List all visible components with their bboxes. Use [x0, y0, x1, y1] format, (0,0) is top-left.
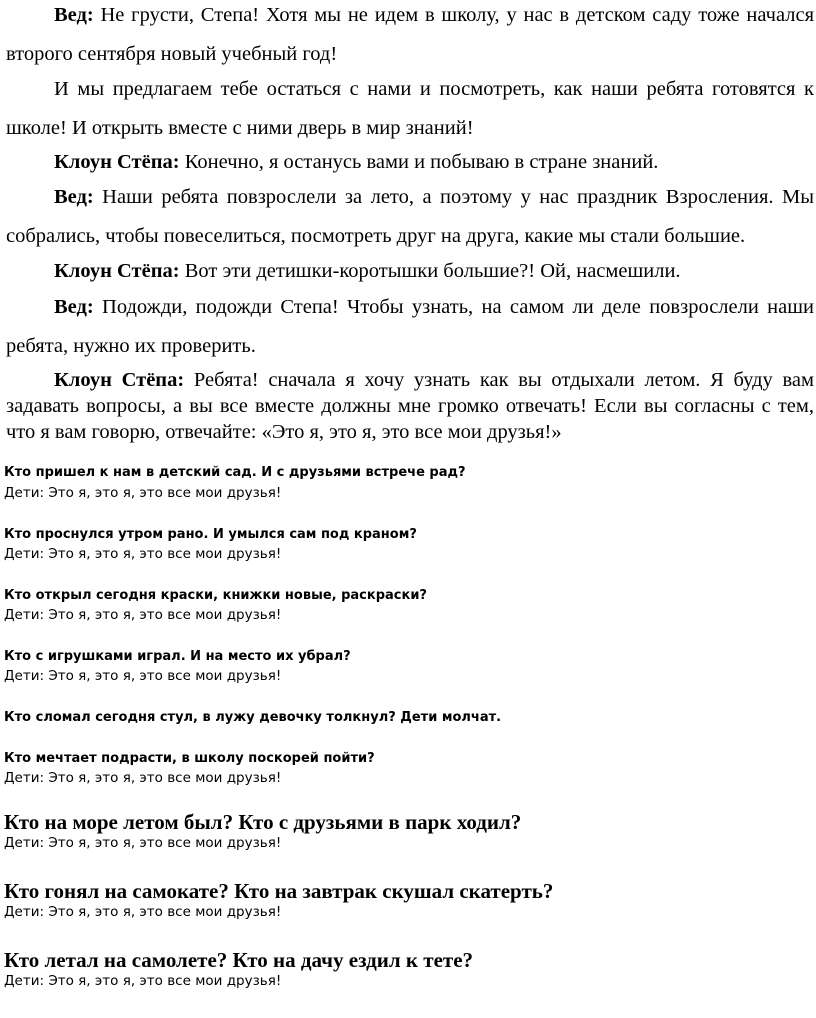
dialogue-text: Ребята! сначала я хочу узнать как вы отдыхали летом. Я буду вам задавать вопросы, а вы все вместе должны мне громко отвечать! Если вы согласны с тем, что я вам говорю, отвечайте: «Это я, это я, это все мои друзья!»	[6, 369, 814, 443]
speaker-label: Клоун Стёпа:	[54, 260, 180, 282]
dialogue-paragraph	[6, 252, 814, 291]
answer-line: Дети: Это я, это я, это все мои друзья!	[4, 770, 282, 786]
answer-line: Дети: Это я, это я, это все мои друзья!	[4, 904, 282, 920]
dialogue-text: Вот эти детишки-коротышки большие?! Ой, насмешили.	[179, 260, 681, 282]
question-line: Кто мечтает подрасти, в школу поскорей пойти?	[4, 751, 375, 766]
question-line: Кто проснулся утром рано. И умылся сам под краном?	[4, 527, 417, 542]
question-line: Кто летал на самолете? Кто на дачу ездил к тете?	[4, 948, 474, 972]
dialogue-paragraph	[6, 178, 814, 256]
speaker-label: Клоун Стёпа:	[54, 151, 180, 173]
dialogue-text: И мы предлагаем тебе остаться с нами и посмотреть, как наши ребята готовятся к школе! И открыть вместе с ними дверь в мир знаний!	[6, 78, 814, 139]
dialogue-paragraph	[6, 0, 814, 74]
question-line: Кто на море летом был? Кто с друзьями в парк ходил?	[4, 810, 522, 834]
speaker-label: Вед:	[54, 186, 94, 208]
dialogue-text: Наши ребята повзрослели за лето, а поэтому у нас праздник Взросления. Мы собрались, чтобы повеселиться, посмотреть друг на друга, какие мы стали большие.	[6, 186, 814, 247]
dialogue-text: Не грусти, Степа! Хотя мы не идем в школу, у нас в детском саду тоже начался второго сентября новый учебный год!	[6, 4, 814, 65]
answer-line: Дети: Это я, это я, это все мои друзья!	[4, 973, 282, 989]
dialogue-text: Конечно, я останусь вами и побываю в стране знаний.	[179, 151, 659, 173]
question-line: Кто с игрушками играл. И на место их убрал?	[4, 649, 351, 664]
dialogue-paragraph	[6, 143, 814, 182]
question-line: Кто открыл сегодня краски, книжки новые, раскраски?	[4, 588, 427, 603]
speaker-label: Вед:	[54, 296, 94, 318]
dialogue-paragraph	[6, 367, 814, 445]
dialogue-paragraph	[6, 70, 814, 148]
question-line: Кто пришел к нам в детский сад. И с друзьями встрече рад?	[4, 465, 466, 480]
speaker-label: Клоун Стёпа:	[54, 369, 185, 391]
answer-line: Дети: Это я, это я, это все мои друзья!	[4, 835, 282, 851]
question-line: Кто гонял на самокате? Кто на завтрак скушал скатерть?	[4, 879, 554, 903]
dialogue-text: Подожди, подожди Степа! Чтобы узнать, на самом ли деле повзрослели наши ребята, нужно их проверить.	[6, 296, 814, 357]
speaker-label: Вед:	[54, 4, 94, 26]
answer-line: Дети: Это я, это я, это все мои друзья!	[4, 485, 282, 501]
answer-line: Дети: Это я, это я, это все мои друзья!	[4, 607, 282, 623]
answer-line: Дети: Это я, это я, это все мои друзья!	[4, 668, 282, 684]
answer-line: Дети: Это я, это я, это все мои друзья!	[4, 546, 282, 562]
dialogue-paragraph	[6, 288, 814, 366]
question-line: Кто сломал сегодня стул, в лужу девочку толкнул? Дети молчат.	[4, 710, 502, 725]
